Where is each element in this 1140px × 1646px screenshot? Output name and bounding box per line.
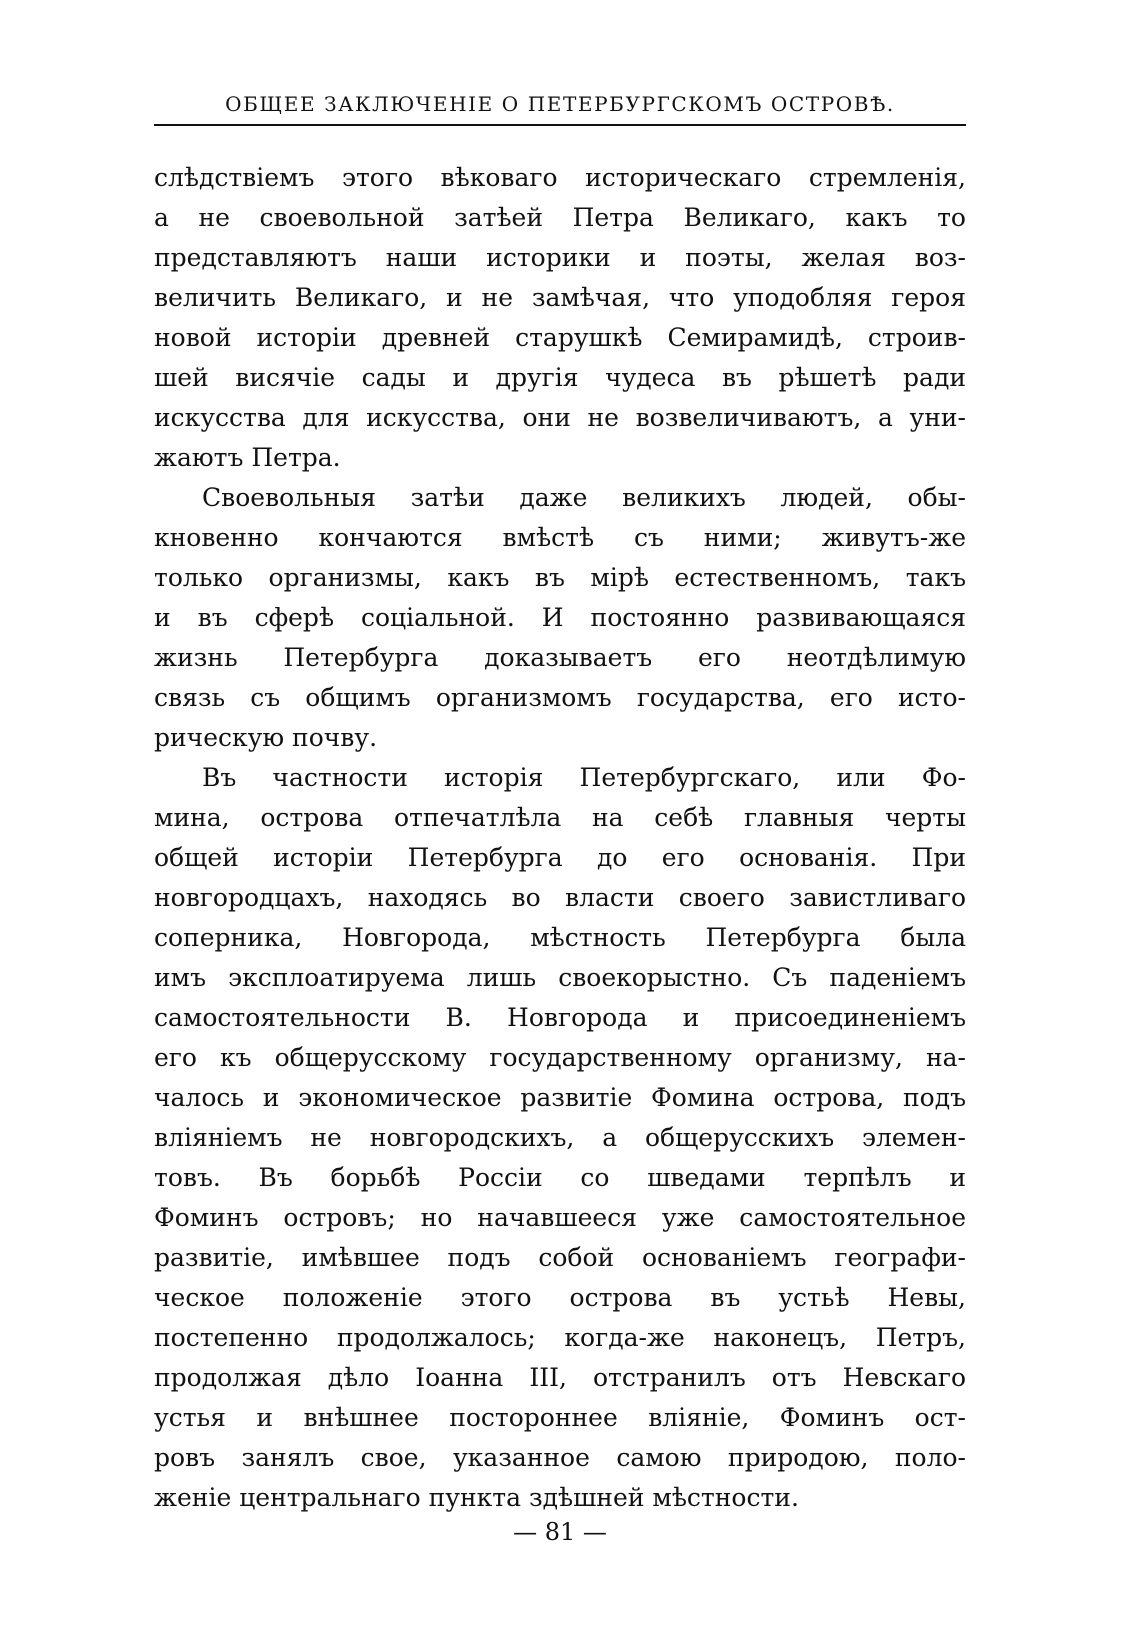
- text-line: Фоминъ островъ; но начавшееся уже самостоятельное: [154, 1203, 966, 1232]
- paragraph: [154, 478, 966, 758]
- text-line: искусства для искусства, они не возвеличиваютъ, а уни-: [154, 403, 966, 432]
- paragraph: [154, 158, 966, 478]
- text-line: вліяніемъ не новгородскихъ, а общерусскихъ элемен-: [154, 1123, 966, 1152]
- text-line: общей исторіи Петербурга до его основанія. При: [154, 843, 966, 872]
- paragraph: [154, 758, 966, 1518]
- text-line: соперника, Новгорода, мѣстность Петербурга была: [154, 923, 966, 952]
- text-line: и въ сферѣ соціальной. И постоянно развивающаяся: [154, 603, 966, 632]
- text-line: продолжая дѣло Іоанна III, отстранилъ отъ Невскаго: [154, 1363, 966, 1392]
- text-line: новой исторіи древней старушкѣ Семирамидѣ, строив-: [154, 323, 966, 352]
- text-line: новгородцахъ, находясь во власти своего завистливаго: [154, 883, 966, 912]
- text-line: жаютъ Петра.: [154, 443, 341, 472]
- text-line: самостоятельности В. Новгорода и присоединеніемъ: [154, 1003, 966, 1032]
- text-line: мина, острова отпечатлѣла на себѣ главныя черты: [154, 803, 966, 832]
- text-line: шей висячіе сады и другія чудеса въ рѣшетѣ ради: [154, 363, 966, 392]
- text-line: постепенно продолжалось; когда-же наконецъ, Петръ,: [154, 1323, 966, 1352]
- text-line: устья и внѣшнее постороннее вліяніе, Фоминъ ост-: [154, 1403, 966, 1432]
- text-line: слѣдствіемъ этого вѣковаго историческаго стремленія,: [154, 163, 966, 192]
- text-line: Своевольныя затѣи даже великихъ людей, обы-: [202, 483, 966, 512]
- text-line: только организмы, какъ въ мірѣ естественномъ, такъ: [154, 563, 966, 592]
- text-line: женіе центральнаго пункта здѣшней мѣстности.: [154, 1483, 799, 1512]
- text-line: развитіе, имѣвшее подъ собой основаніемъ географи-: [154, 1243, 966, 1272]
- text-line: кновенно кончаются вмѣстѣ съ ними; живутъ-же: [154, 523, 966, 552]
- text-line: товъ. Въ борьбѣ Россіи со шведами терпѣлъ и: [154, 1163, 966, 1192]
- header-rule: [154, 124, 966, 126]
- text-line: рическую почву.: [154, 723, 378, 752]
- running-head: ОБЩЕЕ ЗАКЛЮЧЕНІЕ О ПЕТЕРБУРГСКОМЪ ОСТРОВѢ.: [225, 92, 895, 116]
- text-line: имъ эксплоатируема лишь своекорыстно. Съ паденіемъ: [154, 963, 966, 992]
- page-number: — 81 —: [513, 1518, 607, 1546]
- text-line: а не своевольной затѣей Петра Великаго, какъ то: [154, 203, 966, 232]
- text-line: чалось и экономическое развитіе Фомина острова, подъ: [154, 1083, 966, 1112]
- text-line: представляютъ наши историки и поэты, желая воз-: [154, 243, 966, 272]
- text-line: жизнь Петербурга доказываетъ его неотдѣлимую: [154, 643, 966, 672]
- text-line: связь съ общимъ организмомъ государства, его исто-: [154, 683, 966, 712]
- text-line: ческое положеніе этого острова въ устьѣ Невы,: [154, 1283, 966, 1312]
- text-line: ровъ занялъ свое, указанное самою природою, поло-: [154, 1443, 966, 1472]
- text-line: Въ частности исторія Петербургскаго, или Фо-: [202, 763, 966, 792]
- body-text: [154, 158, 966, 1518]
- text-line: его къ общерусскому государственному организму, на-: [154, 1043, 966, 1072]
- text-line: величить Великаго, и не замѣчая, что уподобляя героя: [154, 283, 966, 312]
